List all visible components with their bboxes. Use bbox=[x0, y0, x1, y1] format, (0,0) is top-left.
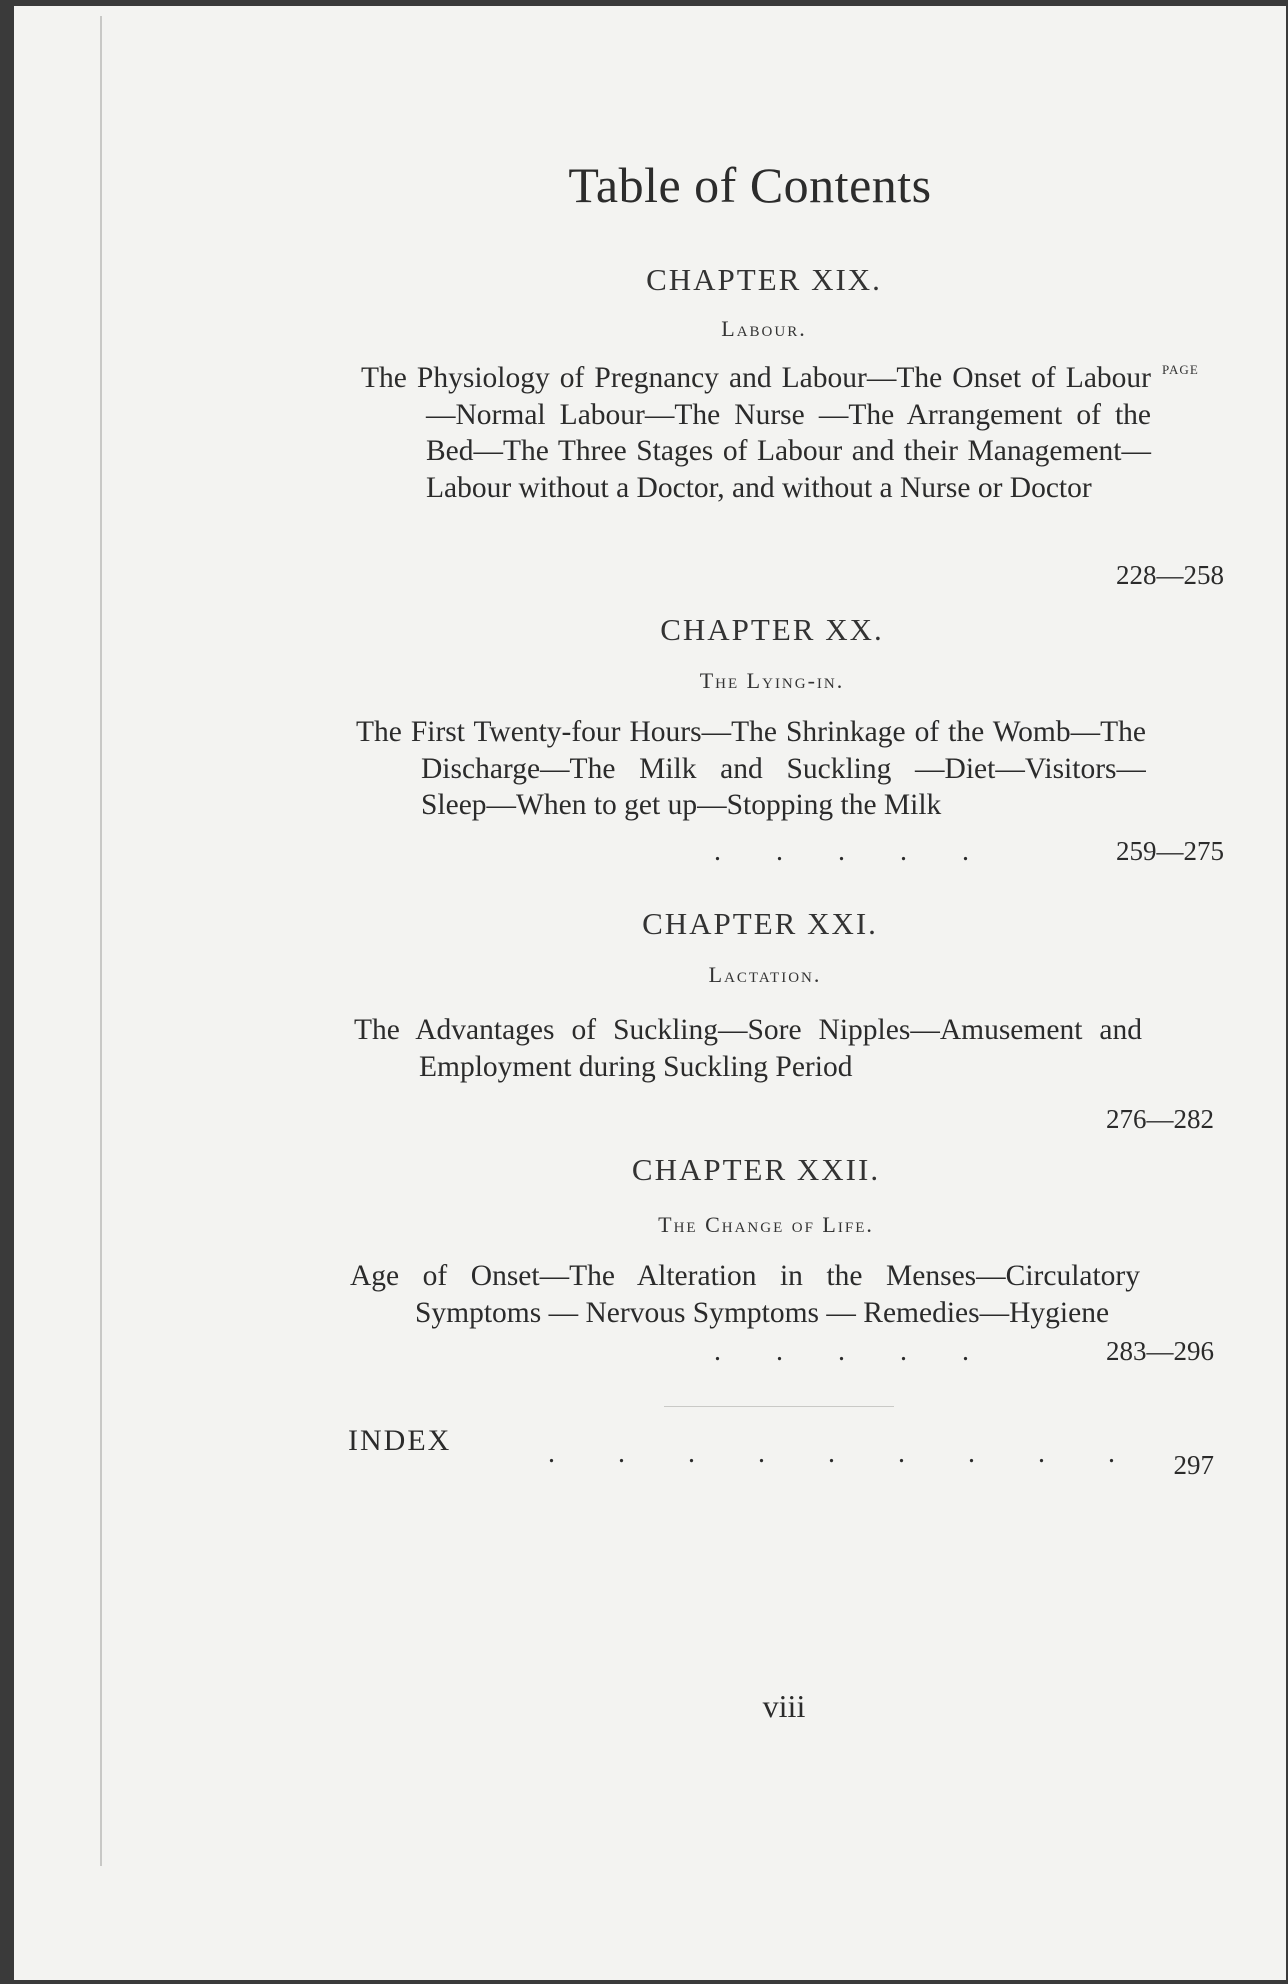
chapter-description: The Advantages of Suckling—Sore Nipples—Amusement and Employment during Suckling Period bbox=[354, 1014, 1142, 1083]
section-divider bbox=[664, 1406, 894, 1407]
chapter-page-range: 259—275 bbox=[1116, 836, 1224, 866]
page-column-label: PAGE bbox=[1162, 362, 1199, 377]
chapter-page-range: 276—282 bbox=[1106, 1104, 1214, 1134]
dot-leader: . . . . . . . . . bbox=[548, 1438, 1115, 1469]
chapter-page-range: 283—296 bbox=[1106, 1336, 1214, 1366]
chapter-page-range: 228—258 bbox=[1116, 560, 1224, 590]
page-title: Table of Contents bbox=[568, 157, 932, 213]
dot-leader: . . . . . bbox=[714, 836, 969, 867]
chapter-subtitle: The Lying-in. bbox=[699, 668, 845, 693]
chapter-heading: CHAPTER XXI. bbox=[642, 906, 878, 941]
index-page: 297 bbox=[1173, 1450, 1214, 1480]
chapter-subtitle: Lactation. bbox=[708, 962, 822, 987]
chapter-heading: CHAPTER XXII. bbox=[631, 1152, 881, 1187]
book-page bbox=[14, 6, 1286, 1980]
chapter-description: Age of Onset—The Alteration in the Menses—Circulatory Symptoms — Nervous Symptoms — Remedies—Hygiene bbox=[350, 1260, 1140, 1329]
chapter-subtitle: Labour. bbox=[721, 316, 807, 341]
chapter-heading: CHAPTER XX. bbox=[660, 612, 884, 647]
chapter-heading: CHAPTER XIX. bbox=[646, 262, 882, 297]
chapter-subtitle: The Change of Life. bbox=[658, 1212, 874, 1237]
dot-leader: . . . . . bbox=[714, 1336, 969, 1367]
index-label: INDEX bbox=[348, 1424, 452, 1457]
chapter-description: The First Twenty-four Hours—The Shrinkage of the Womb—The Discharge—The Milk and Suckling —Diet—Visitors—Sleep—When to get up—Stopping the Milk bbox=[356, 716, 1146, 821]
page-number: viii bbox=[762, 1688, 806, 1724]
chapter-description: The Physiology of Pregnancy and Labour—The Onset of Labour—Normal Labour—The Nurse —The Arrangement of the Bed—The Three Stages of Labour and their Management—Labour without a Doctor, and without a Nurse or Doctor bbox=[361, 362, 1151, 504]
page-gutter-line bbox=[100, 16, 102, 1866]
